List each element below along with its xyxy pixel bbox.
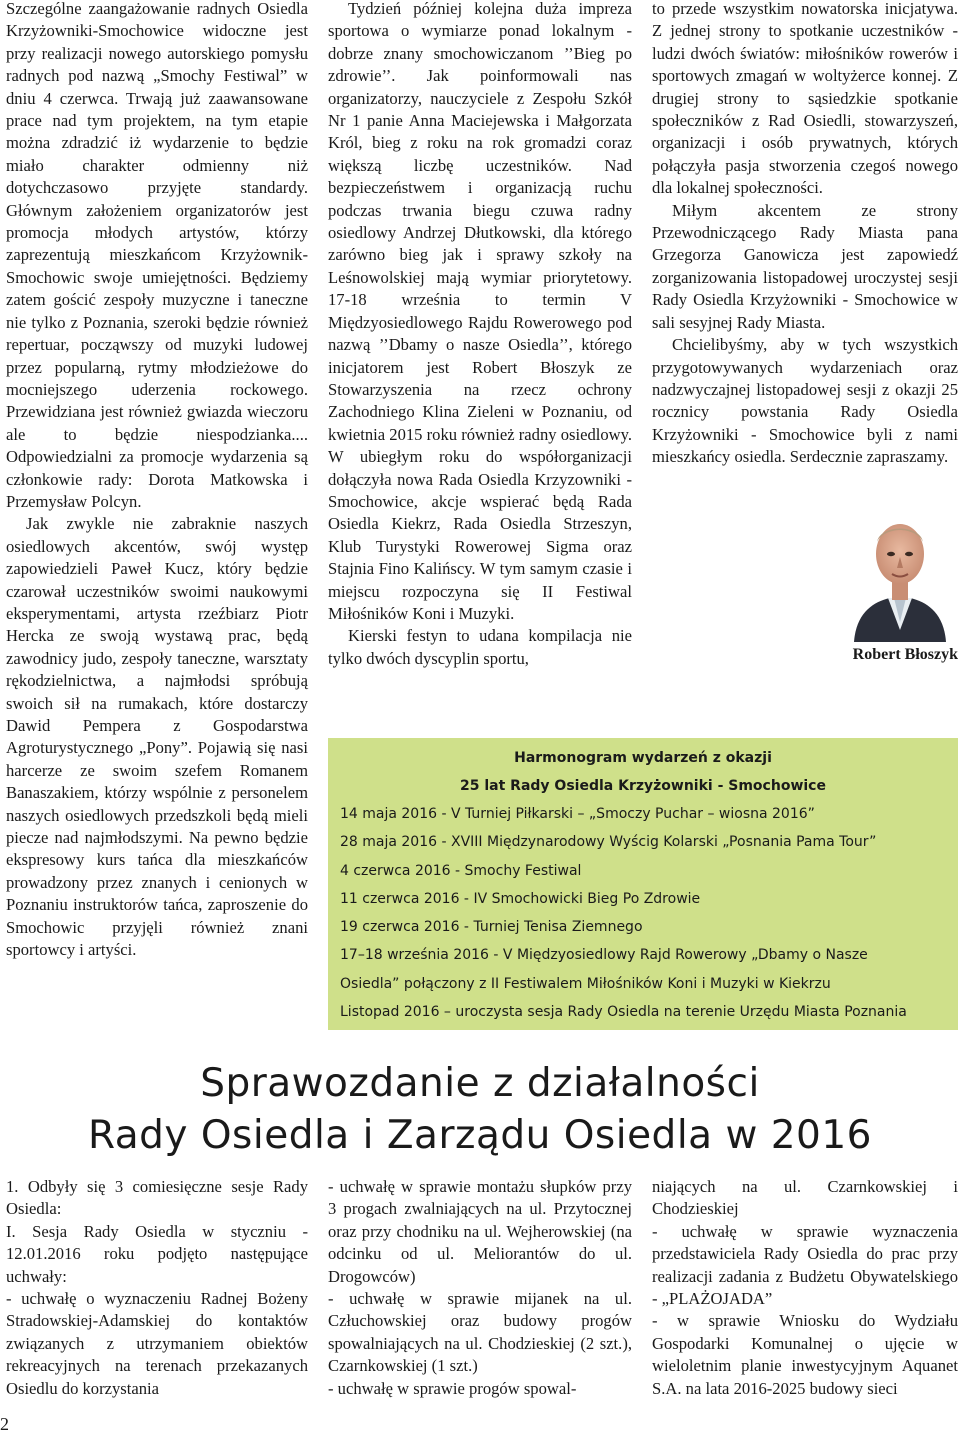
report-column-3 — [652, 1176, 958, 1400]
event-schedule-box — [328, 738, 958, 1030]
report-paragraph: - uchwałę w sprawie wyznaczenia przedstawiciela Rady Osiedla do prac przy realizacji zadania z Budżetu Obywatelskiego - „PLAŻOJADA” — [652, 1221, 958, 1309]
report-paragraph: - uchwałę w sprawie progów spowal- — [328, 1378, 577, 1398]
schedule-title: Harmonogram wydarzeń z okazji — [514, 750, 772, 766]
article-paragraph: Chcielibyśmy, aby w tych wszystkich przygotowywanych wydarzeniach oraz nadzwyczajnej listopadowej sesji z okazji 25 rocznicy powstania Rady Osiedla Krzyżowniki - Smochowice byli z nami mieszkańcy osiedla. Serdecznie zapraszamy. — [652, 335, 958, 467]
schedule-item: 14 maja 2016 - V Turniej Piłkarski – „Smoczy Puchar – wiosna 2016” — [340, 806, 815, 822]
report-heading — [0, 1058, 960, 1162]
report-paragraph: - w sprawie Wniosku do Wydziału Gospodarki Komunalnej o ujęcie w wieloletnim planie inwestycyjnym Aquanet S.A. na lata 2016-2025 budowy sieci — [652, 1311, 958, 1398]
article-paragraph: Tydzień później kolejna duża impreza sportowa o wymiarze ponad lokalnym - dobrze znany smochowiczanom ’’Bieg po zdrowie’’. Jak poinformowali nas organizatorzy, nauczyciele z Zespołu Szkół Nr 1 panie Anna Maciejewska i Małgorzata Król, bieg z roku na rok gromadzi coraz większą liczbę uczestników. Nad bezpieczeństwem i organizacją ruchu podczas trwania biegu czuwa radny osiedlowy Andrzej Dłutkowski, dla którego zarówno bieg jak i sprawy szkoły na Leśnowolskiej mają wymiar priorytetowy. 17-18 września to termin V Międzyosiedlowego Rajdu Rowerowego pod nazwą ’’Dbamy o nasze Osiedla’’, którego inicjatorem jest Robert Błoszyk ze Stowarzyszenia na rzecz ochrony Zachodniego Klina Zieleni w Poznaniu, od kwietnia 2015 roku również radny osiedlowy. W ubiegłym roku do współorganizacji dołączyła nowa Rada Osiedla Krzyzowniki - Smochowice, akcje wspierać będą Rada Osiedla Kiekrz, Rada Osiedla Strzeszyn, Klub Turystyki Rowerowej Sigma oraz Stajnia Fino Kalińscy. W tym samym czasie i miejscu rozpoczyna się II Festiwal Miłośników Koni i Muzyki. — [328, 0, 632, 623]
article-paragraph: Miłym akcentem ze strony Przewodniczącego Rady Miasta pana Grzegorza Ganowicza jest zapowiedź zorganizowania listopadowej uroczystej sesji Rady Osiedla Krzyżowniki - Smochowice w sali sesyjnej Rady Miasta. — [652, 200, 958, 332]
article-paragraph: Szczególne zaangażowanie radnych Osiedla Krzyżowniki-Smochowice widoczne jest przy realizacji nowego autorskiego pomysłu radnych pod nazwą „Smochy Festiwal” w dniu 4 czerwca. Trwają już zaawansowane prace nad tym projektem, na tym etapie można zdradzić iż wydarzenie to będzie miało charakter odmienny niż dotychczasowo przyjęte standardy. Głównym założeniem organizatorów jest promocja młodych artystów, którzy zaprezentują mieszkańcom Krzyżownik-Smochowic swoje umiejętności. Będziemy zatem gościć zespoły muzyczne i taneczne nie tylko z Poznania, szeroki będzie również repertuar, począwszy od muzyki ludowej przez popularną, rytmy młodzieżowe do mocniejszego uderzenia rockowego. Przewidziana jest również gwiazda wieczoru ale to będzie niespodzianka.... Odpowiedzialni za promocje wydarzenia są członkowie rady: Dorota Matkowska i Przemysław Polcyn. — [6, 0, 308, 511]
schedule-item: 19 czerwca 2016 - Turniej Tenisa Ziemnego — [340, 919, 643, 936]
schedule-item: 11 czerwca 2016 - IV Smochowicki Bieg Po Zdrowie — [340, 890, 701, 907]
report-column-2 — [328, 1176, 632, 1400]
report-paragraph: - uchwałę w sprawie mijanek na ul. Człuchowskiej oraz budowy progów spowalniających na ul. Chodzieskiej (2 szt.), Czarnkowskiej (1 szt.) — [328, 1289, 632, 1376]
article-paragraph: Kierski festyn to udana kompilacja nie tylko dwóch dyscyplin sportu, — [328, 626, 632, 668]
report-paragraph: 1. Odbyły się 3 comiesięczne sesje Rady Osiedla: — [6, 1177, 308, 1219]
schedule-item: 4 czerwca 2016 - Smochy Festiwal — [340, 862, 582, 879]
report-paragraph: - uchwałę w sprawie montażu słupków przy 3 progach zwalniających na ul. Przytocznej oraz przy chodniku na ul. Wejherowskiej (na odcinku od ul. Meliorantów do ul. Drogowców) — [328, 1177, 632, 1286]
report-heading-line: Sprawozdanie z działalności — [200, 1061, 760, 1106]
report-heading-line: Rady Osiedla i Zarządu Osiedla w 2016 — [87, 1113, 872, 1158]
article-paragraph: Jak zwykle nie zabraknie naszych osiedlowych akcentów, swój występ zapowiedzieli Paweł Kucz, który będzie czarował uczestników swoimi naukowymi eksperymentami, artysta rzeźbiarz Piotr Hercka ze swoją wystawą prac, będą zawodnicy judo, zespoły taneczne, warsztaty rękodzielnictwa, a najmłodsi spróbują swoich sił na rumakach, które dostarczy Dawid Pempera z Gospodarstwa Agroturystycznego „Pony”. Pojawią się nasi harcerze ze swoim szefem Romanem Banaszakiem, którzy wspólnie z personelem naszych osiedlowych przedszkoli będą mieli piecze nad najmłodszymi. Na pewno będzie ekspresowy kurs tańca dla mieszkańców prowadzony przez znanych i cenionych w Poznaniu instruktorów tańca, zaproszenie do Smochowic przyjęli również znani sportowcy i artyści. — [6, 514, 308, 960]
photo-caption: Robert Błoszyk — [852, 646, 958, 663]
report-column-1 — [6, 1176, 308, 1400]
page-number: 2 — [0, 1414, 9, 1434]
report-paragraph: - uchwałę o wyznaczeniu Radnej Bożeny Stradowskiej-Adamskiej do kontaktów związanych z utrzymaniem obiektów rekreacyjnych na terenach przekazanych Osiedlu do korzystania — [6, 1289, 308, 1398]
schedule-item: Listopad 2016 – uroczysta sesja Rady Osiedla na terenie Urzędu Miasta Poznania — [340, 1004, 907, 1021]
article-column-3 — [652, 0, 958, 469]
report-paragraph: niających na ul. Czarnkowskiej i Chodzieskiej — [652, 1177, 958, 1219]
report-paragraph: I. Sesja Rady Osiedla w styczniu - 12.01.2016 roku podjęto następujące uchwały: — [6, 1221, 308, 1286]
schedule-subtitle: 25 lat Rady Osiedla Krzyżowniki - Smochowice — [460, 778, 826, 794]
schedule-item: Osiedla” połączony z II Festiwalem Miłośników Koni i Muzyki w Kiekrzu — [340, 975, 831, 992]
portrait-photo — [850, 502, 950, 642]
schedule-item: 28 maja 2016 - XVIII Międzynarodowy Wyścig Kolarski „Posnania Pama Tour” — [340, 834, 877, 851]
article-paragraph: to przede wszystkim nowatorska inicjatywa. Z jednej strony to spotkanie uczestników - ludzi dwóch światów: miłośników rowerów i sportowych zmagań w woltyżerce konnej. Z drugiej strony to sąsiedzkie spotkanie społeczników z Rad Osiedli, stowarzyszeń, organizacji i osób prywatnych, których połączyła pasja stworzenia czegoś nowego dla lokalnej społeczności. — [652, 0, 958, 198]
schedule-item: 17–18 września 2016 - V Międzyosiedlowy Rajd Rowerowy „Dbamy o Nasze — [340, 947, 868, 964]
article-column-2 — [328, 0, 632, 670]
portrait-illustration — [850, 502, 950, 642]
article-column-1 — [6, 0, 308, 961]
